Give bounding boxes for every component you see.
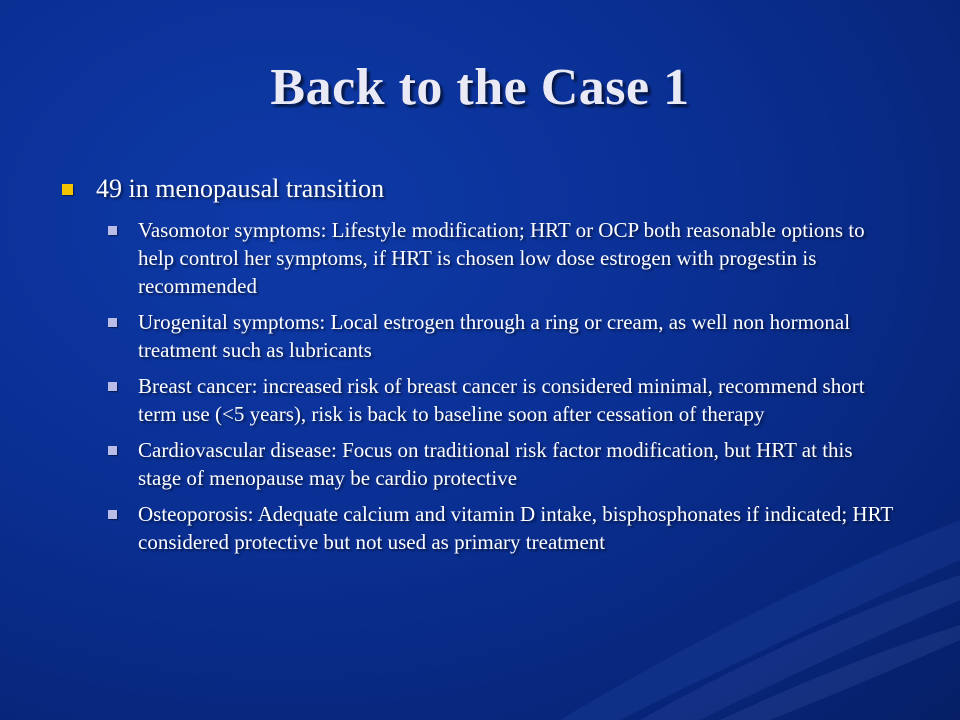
sub-bullet-text: Urogenital symptoms: Local estrogen through a ring or cream, as well non hormonal treatment such as lubricants bbox=[138, 310, 851, 362]
main-bullet bbox=[58, 172, 898, 206]
sub-bullet-cardiovascular bbox=[106, 436, 898, 492]
sub-bullet-urogenital bbox=[106, 308, 898, 364]
square-bullet-icon bbox=[108, 510, 117, 519]
slide-title: Back to the Case 1 bbox=[270, 59, 690, 116]
sub-bullet-text: Cardiovascular disease: Focus on traditional risk factor modification, but HRT at this stage of menopause may be cardio protective bbox=[138, 438, 853, 490]
sub-bullet-text: Vasomotor symptoms: Lifestyle modification; HRT or OCP both reasonable options to help control her symptoms, if HRT is chosen low dose estrogen with progestin is recommended bbox=[138, 218, 865, 298]
sub-bullet-breast-cancer bbox=[106, 372, 898, 428]
square-bullet-icon bbox=[108, 446, 117, 455]
sub-bullet-text: Breast cancer: increased risk of breast cancer is considered minimal, recommend short term use (<5 years), risk is back to baseline soon after cessation of therapy bbox=[138, 374, 865, 426]
sub-bullet-osteoporosis bbox=[106, 500, 898, 556]
bullet-list bbox=[58, 172, 898, 564]
square-bullet-icon bbox=[62, 184, 73, 195]
square-bullet-icon bbox=[108, 382, 117, 391]
main-bullet-text: 49 in menopausal transition bbox=[96, 174, 385, 203]
square-bullet-icon bbox=[108, 226, 117, 235]
sub-bullet-vasomotor bbox=[106, 216, 898, 300]
sub-bullet-text: Osteoporosis: Adequate calcium and vitamin D intake, bisphosphonates if indicated; HRT considered protective but not used as primary treatment bbox=[138, 502, 893, 554]
square-bullet-icon bbox=[108, 318, 117, 327]
